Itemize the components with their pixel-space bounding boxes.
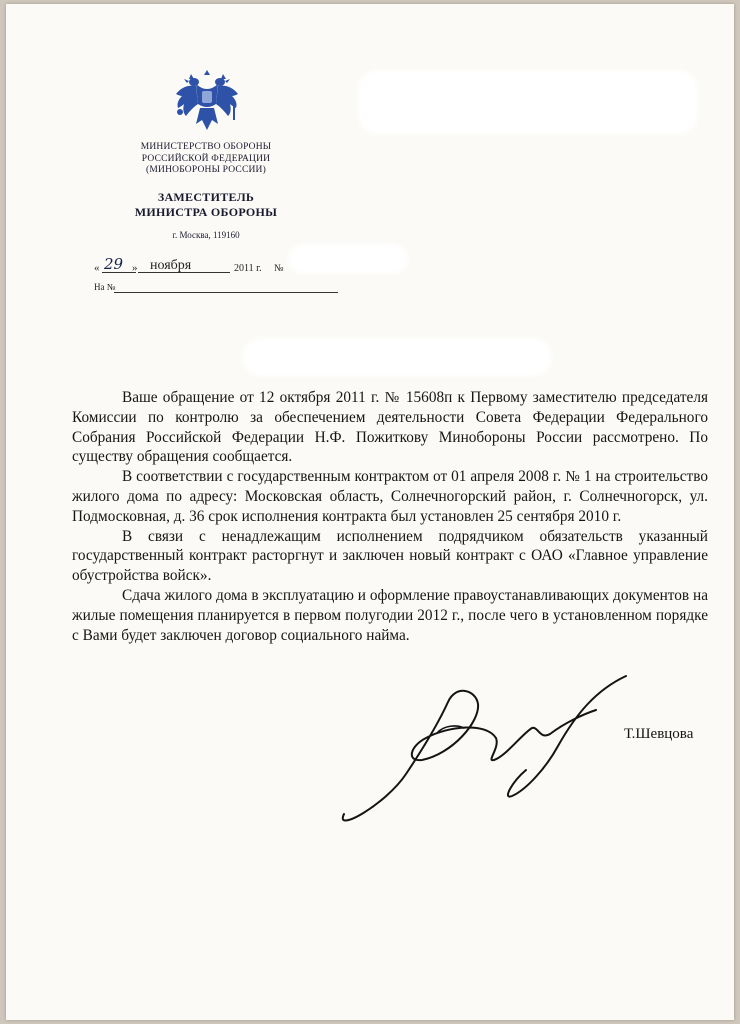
ministry-name — [106, 142, 306, 177]
body-paragraph-3: В связи с ненадлежащим исполнением подрядчиком обязательств указанный государственный контракт расторгнут и заключен новый контракт с ОАО «Главное управление обустройства войск». — [72, 527, 708, 585]
date-year: 2011 г. — [234, 263, 262, 274]
body-paragraph-2: В соответствии с государственным контрактом от 01 апреля 2008 г. № 1 на строительство жилого дома по адресу: Московская область, Солнечногорский район, г. Солнечногорск, ул. Подмосковная, д. 36 срок исполнения контракта был установлен 25 сентября 2010 г. — [72, 468, 708, 525]
ministry-line-1: МИНИСТЕРСТВО ОБОРОНЫ — [140, 142, 272, 152]
outgoing-number-label: № — [274, 263, 284, 274]
handwritten-signature — [326, 664, 646, 834]
double-headed-eagle-emblem-icon — [170, 64, 244, 136]
ministry-line-3: (МИНОБОРОНЫ РОССИИ) — [146, 165, 266, 175]
body-paragraph-4: Сдача жилого дома в эксплуатацию и оформление правоустанавливающих документов на жилые помещения планируется в первом полугодии 2012 г., после чего в установленном порядке с Вами будет заключен договор социального найма. — [72, 586, 708, 644]
letter-body — [72, 388, 708, 645]
date-month: ноября — [150, 258, 192, 273]
redacted-recipient — [358, 70, 698, 134]
date-line: « 29 » ноября 2011 г. № — [94, 255, 284, 274]
ministry-line-2: РОССИЙСКОЙ ФЕДЕРАЦИИ — [141, 153, 271, 164]
position-line-2: МИНИСТРА ОБОРОНЫ — [134, 205, 278, 219]
body-paragraph-1: Ваше обращение от 12 октября 2011 г. № 15608п к Первому заместителю председателя Комиссии по контролю за обеспечением деятельности Совета Федерации Федерального Собрания Российской Федерации Н.Ф. Пожиткову Минобороны России рассмотрено. По существу обращения сообщается. — [72, 389, 708, 466]
date-day: 29 — [104, 255, 124, 273]
reply-reference — [94, 282, 115, 292]
sender-address: г. Москва, 119160 — [172, 230, 240, 240]
sender-position — [106, 190, 306, 220]
position-line-1: ЗАМЕСТИТЕЛЬ — [157, 190, 255, 204]
reply-reference-label: На № — [94, 282, 116, 292]
redacted-salutation — [242, 338, 552, 376]
reply-reference-line — [114, 292, 338, 293]
signer-name: Т.Шевцова — [624, 726, 694, 742]
letter-sheet — [6, 4, 734, 1020]
